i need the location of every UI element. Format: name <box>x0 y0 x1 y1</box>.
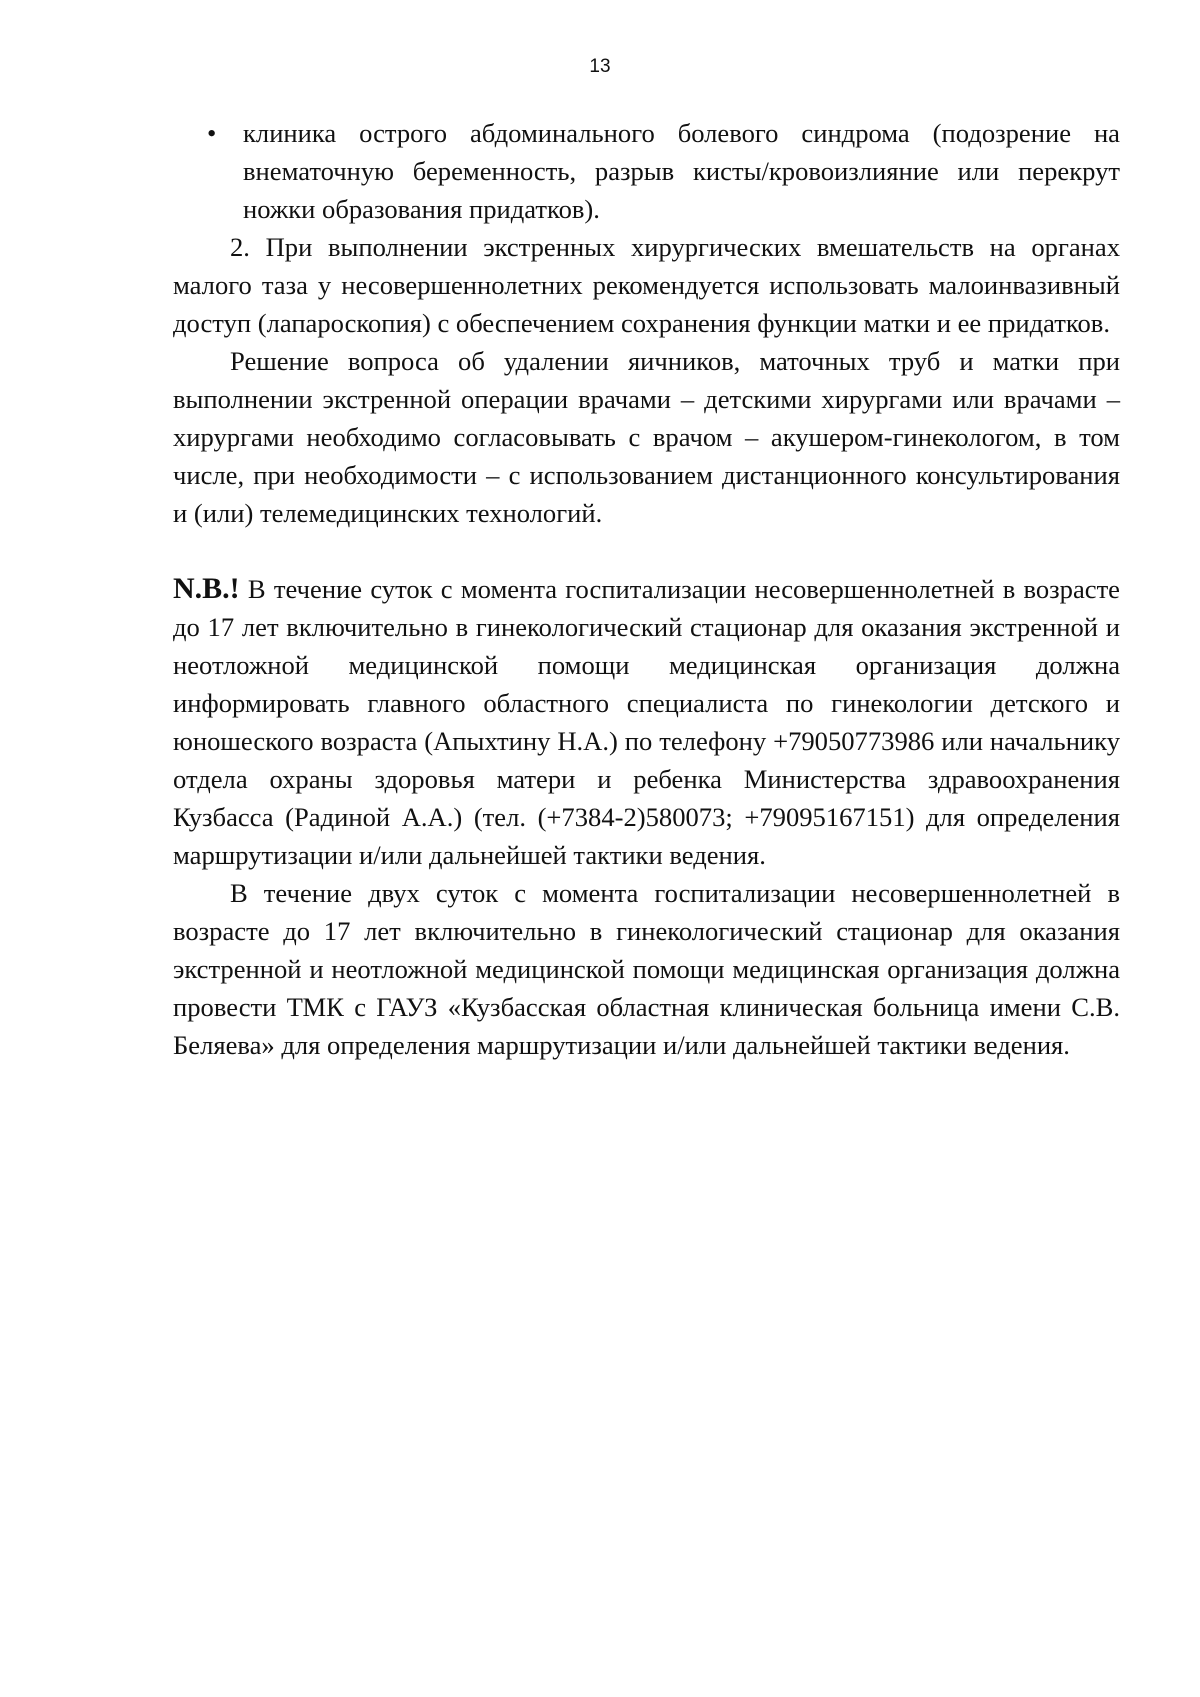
bullet-icon: • <box>207 118 217 148</box>
paragraph-organ-removal: Решение вопроса об удалении яичников, маточных труб и матки при выполнении экстренной операции врачами – детскими хирургами или врачами – хирургами необходимо согласовывать с врачом – акушером-гинекологом, в том числе, при необходимости – с использованием дистанционного консультирования и (или) телемедицинских технологий. <box>173 346 1120 528</box>
paragraph-telemedicine: В течение двух суток с момента госпитализации несовершеннолетней в возрасте до 17 лет включительно в гинекологический стационар для оказания экстренной и неотложной медицинской помощи медицинская организация должна провести ТМК с ГАУЗ «Кузбасская областная клиническая больница имени С.В. Беляева» для определения маршрутизации и/или дальнейшей тактики ведения. <box>173 878 1120 1060</box>
paragraph-surgery-access: 2. При выполнении экстренных хирургических вмешательств на органах малого таза у несовершеннолетних рекомендуется использовать малоинвазивный доступ (лапароскопия) с обеспечением сохранения функции матки и ее придатков. <box>173 232 1120 338</box>
document-body <box>173 114 1120 1064</box>
list-item-text: клиника острого абдоминального болевого синдрома (подозрение на внематочную беременность, разрыв кисты/кровоизлияние или перекрут ножки образования придатков). <box>243 118 1120 224</box>
list-item <box>173 114 1120 228</box>
page-number: 13 <box>589 56 611 77</box>
nota-bene-text: В течение суток с момента госпитализации несовершеннолетней в возрасте до 17 лет включительно в гинекологический стационар для оказания экстренной и неотложной медицинской помощи медицинская организация должна информировать главного областного специалиста по гинекологии детского и юношеского возраста (Апыхтину Н.А.) по телефону +79050773986 или начальнику отдела охраны здоровья матери и ребенка Министерства здравоохранения Кузбасса (Радиной А.А.) (тел. (+7384-2)580073; +79095167151) для определения маршрутизации и/или дальнейшей тактики ведения. <box>173 574 1120 870</box>
spacer <box>173 532 1120 570</box>
nota-bene-label: N.B.! <box>173 572 240 605</box>
paragraph-nota-bene <box>173 570 1120 874</box>
